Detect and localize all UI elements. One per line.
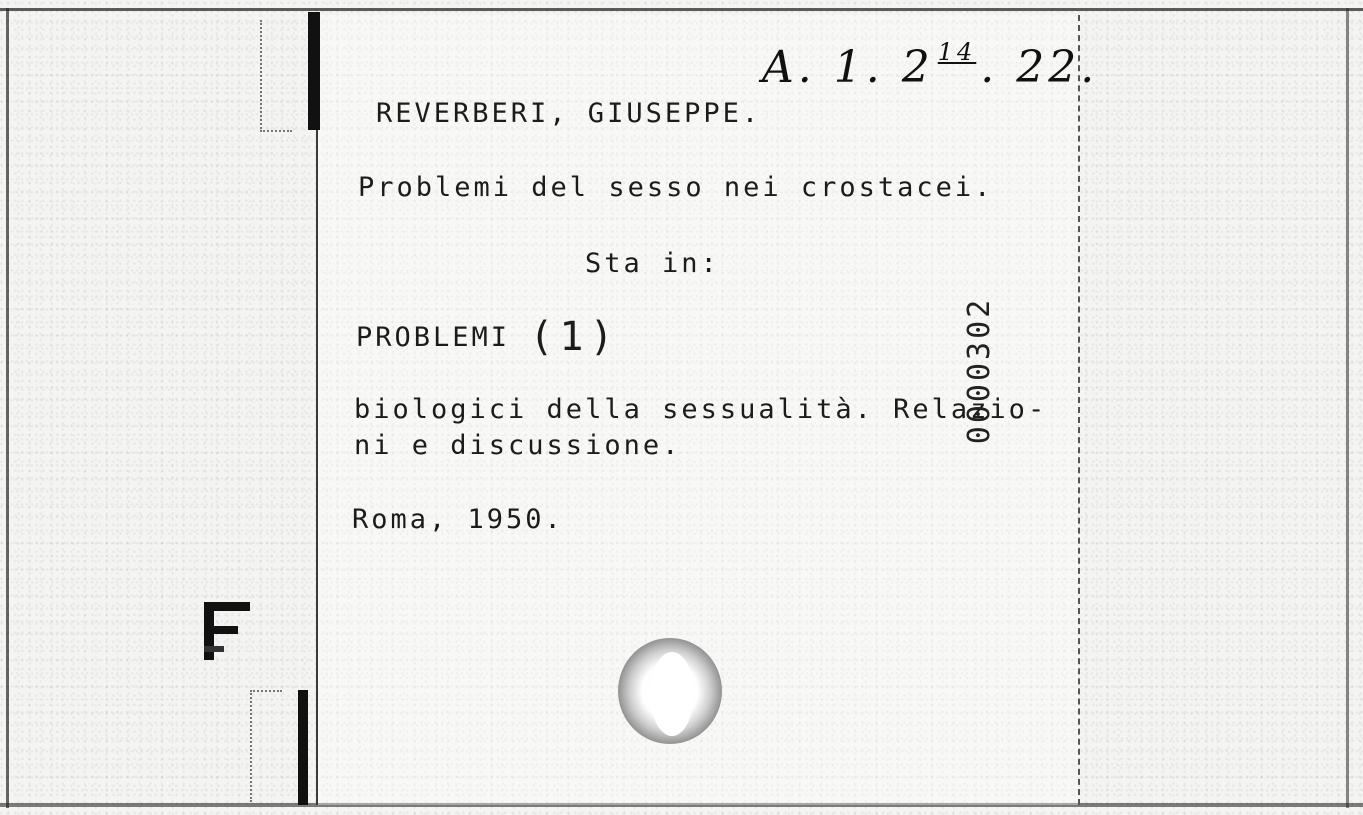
punch-hole-center — [650, 652, 694, 736]
series-number: (1) — [529, 314, 620, 360]
title-line: Problemi del sesso nei crostacei. — [358, 172, 994, 203]
series-word: PROBLEMI — [356, 322, 511, 353]
author-heading: REVERBERI, GIUSEPPE. — [376, 98, 762, 129]
series-line-2: ni e discussione. — [354, 430, 682, 461]
shelfmark-end: . 22. — [980, 42, 1099, 93]
edge-dots-bottom — [250, 690, 282, 802]
shelfmark-superscript: 14 — [937, 38, 977, 66]
card-edge-mark-bottom — [298, 690, 308, 805]
shelfmark — [762, 38, 1098, 93]
series-heading — [356, 314, 620, 360]
edge-dots-top — [260, 20, 292, 132]
imprint-line: Roma, 1950. — [352, 504, 564, 535]
stamp-number: 0000302 — [962, 296, 998, 444]
scan-border-right — [1346, 8, 1349, 808]
f-glyph-mark-icon — [200, 600, 252, 662]
inventory-stamp — [952, 290, 1008, 450]
sta-in-label: Sta in: — [585, 248, 720, 279]
scan-border-top — [0, 8, 1363, 11]
series-line-1: biologici della sessualità. Relazio- — [354, 394, 1048, 425]
card-edge-mark-top — [308, 12, 320, 130]
scan-border-left — [6, 8, 9, 808]
shelfmark-main: A. 1. 2 — [762, 42, 934, 93]
